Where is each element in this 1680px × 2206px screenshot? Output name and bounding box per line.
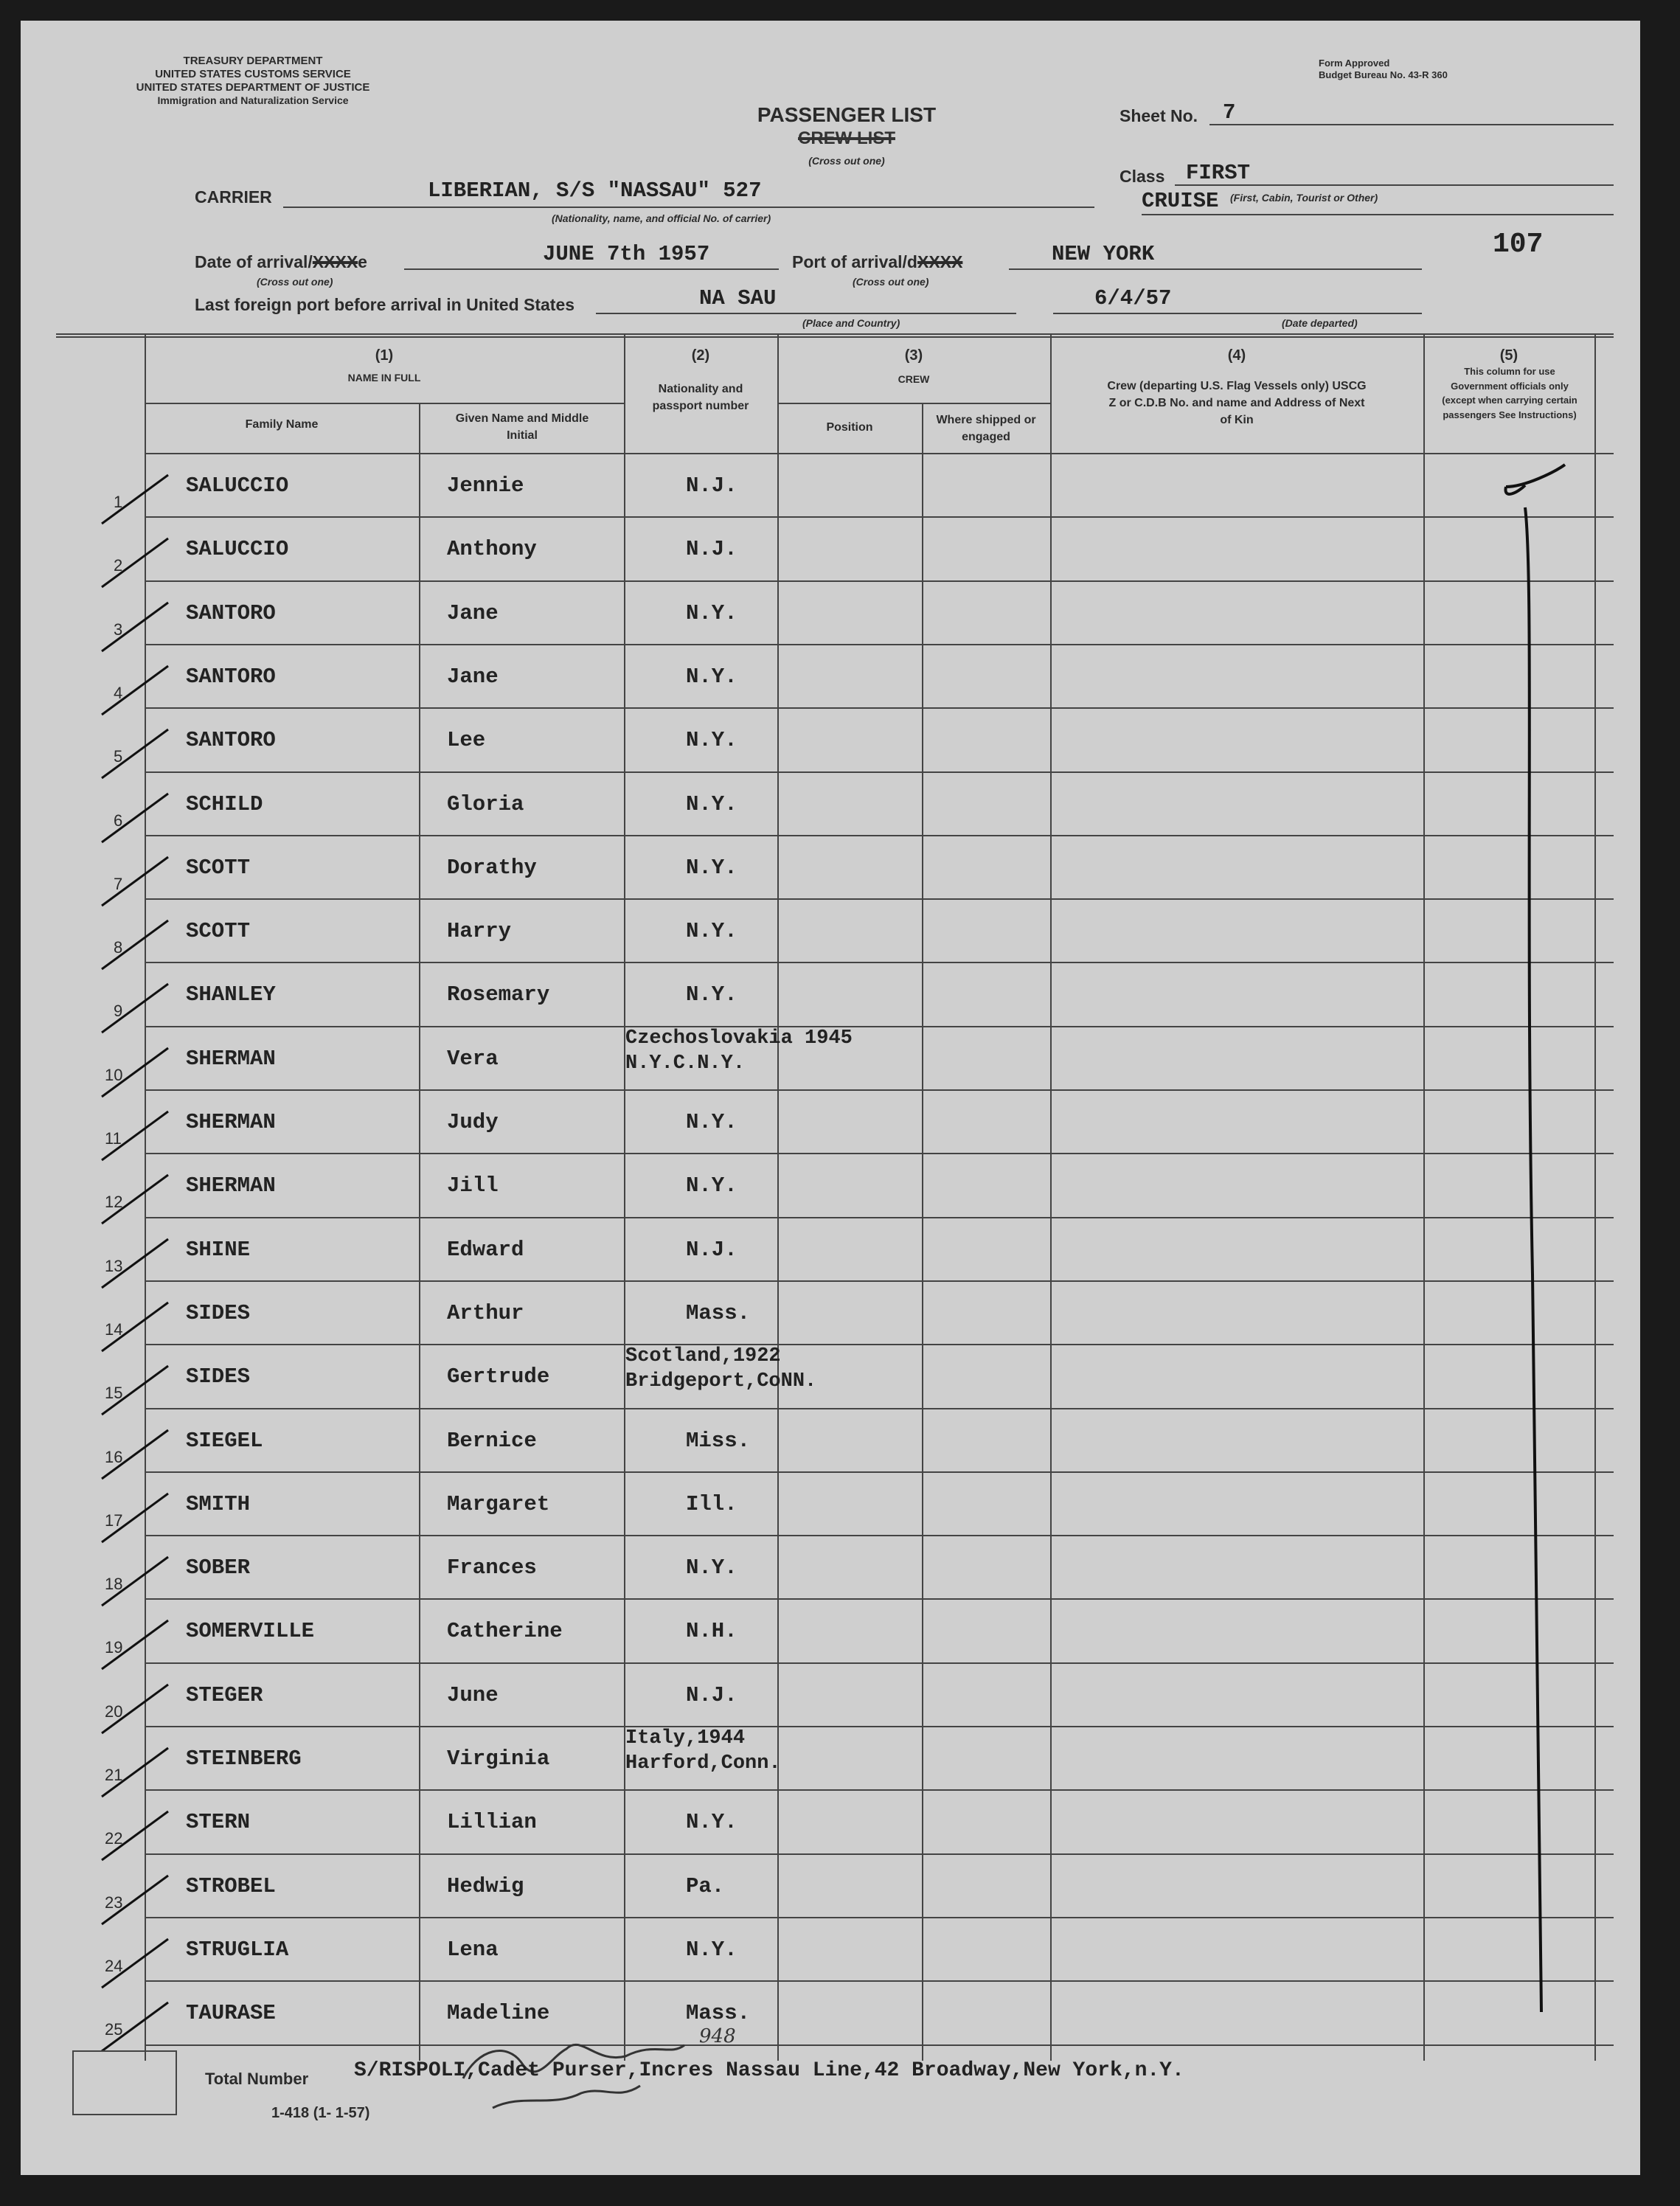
- nationality-cell: N.Y.: [686, 792, 737, 816]
- family-name-cell: SIEGEL: [186, 1429, 263, 1453]
- form-approved-line-2: Budget Bureau No. 43-R 360: [1319, 69, 1448, 80]
- purser-signature-line: S/RISPOLI,Cadet Purser,Incres Nassau Line,42 Broadway,New York,n.Y.: [354, 2059, 1184, 2082]
- nationality-cell: Mass.: [686, 2001, 751, 2025]
- signature-scrawl-2: [493, 2086, 640, 2108]
- last-port-label: Last foreign port before arrival in United States: [195, 295, 575, 314]
- class-value: FIRST: [1186, 161, 1251, 185]
- nationality-cell: Pa.: [686, 1874, 725, 1898]
- row-number: 17: [105, 1511, 123, 1530]
- agency-line-1: TREASURY DEPARTMENT: [183, 55, 323, 67]
- row-number: 1: [114, 493, 123, 511]
- row-number: 21: [105, 1766, 123, 1784]
- agency-line-4: Immigration and Naturalization Service: [157, 94, 349, 106]
- given-name-cell: Lee: [447, 728, 486, 752]
- date-departed-caption: (Date departed): [1282, 317, 1358, 329]
- family-name-cell: SANTORO: [186, 601, 276, 625]
- row-number: 18: [105, 1575, 123, 1593]
- given-name-cell: Gertrude: [447, 1364, 550, 1389]
- nationality-cell: N.J.: [686, 474, 737, 498]
- family-name-cell: SMITH: [186, 1492, 251, 1516]
- class-value-2: CRUISE: [1142, 189, 1219, 213]
- row-number: 16: [105, 1448, 123, 1466]
- family-name-cell: SALUCCIO: [186, 537, 289, 561]
- family-name-cell: STERN: [186, 1810, 251, 1834]
- family-name-cell: SHERMAN: [186, 1173, 276, 1198]
- row-number: 11: [105, 1129, 122, 1148]
- given-name-cell: Arthur: [447, 1301, 524, 1325]
- passenger-list-form: [21, 21, 1640, 2175]
- agency-line-2: UNITED STATES CUSTOMS SERVICE: [155, 68, 351, 80]
- form-title-struck: CREW LIST: [798, 128, 895, 148]
- arrival-label-text: Date of arrival/: [195, 252, 313, 271]
- port-cross-caption: (Cross out one): [853, 276, 929, 288]
- given-name-cell: Jill: [447, 1173, 499, 1198]
- crew-header: CREW: [898, 373, 930, 385]
- row-number: 19: [105, 1638, 123, 1657]
- given-name-cell: June: [447, 1683, 499, 1707]
- family-name-cell: SANTORO: [186, 728, 276, 752]
- given-name-cell: Virginia: [447, 1747, 550, 1771]
- carrier-label: CARRIER: [195, 187, 272, 207]
- class-caption: (First, Cabin, Tourist or Other): [1230, 192, 1378, 204]
- sheet-number: 7: [1223, 100, 1236, 125]
- family-name-cell: TAURASE: [186, 2001, 276, 2025]
- carrier-caption: (Nationality, name, and official No. of carrier): [552, 212, 771, 224]
- nationality-cell: Miss.: [686, 1429, 751, 1453]
- row-number: 15: [105, 1384, 123, 1402]
- total-number-box[interactable]: [72, 2050, 177, 2115]
- nationality-cell-line-2: Bridgeport,CoNN.: [625, 1370, 817, 1392]
- nationality-cell: N.Y.: [686, 728, 737, 752]
- handwritten-note: 948: [699, 2025, 736, 2047]
- port-value: NEW YORK: [1052, 242, 1155, 266]
- carrier-value: LIBERIAN, S/S "NASSAU" 527: [428, 178, 762, 203]
- arrival-struck: XXXX: [312, 252, 358, 271]
- col3-number: (3): [904, 347, 923, 364]
- row-number: 12: [105, 1193, 123, 1211]
- given-name-cell: Catherine: [447, 1619, 563, 1643]
- where-shipped-header: Where shipped or engaged: [936, 414, 1036, 444]
- given-name-cell: Margaret: [447, 1492, 550, 1516]
- place-caption: (Place and Country): [802, 317, 900, 329]
- col2-number: (2): [691, 347, 710, 364]
- row-number: 24: [105, 1957, 123, 1975]
- nationality-cell: N.Y.: [686, 982, 737, 1007]
- nationality-header: Nationality and passport number: [652, 383, 749, 413]
- nationality-cell: Scotland,1922: [625, 1345, 781, 1367]
- form-number: 1-418 (1- 1-57): [271, 2105, 370, 2121]
- nationality-cell: N.J.: [686, 1238, 737, 1262]
- family-name-cell: SHERMAN: [186, 1110, 276, 1134]
- row-number: 23: [105, 1893, 123, 1912]
- row-number: 9: [114, 1002, 123, 1020]
- family-name-header: Family Name: [245, 418, 319, 431]
- family-name-cell: SHERMAN: [186, 1047, 276, 1071]
- check-mark: [1505, 465, 1565, 494]
- nationality-cell: Czechoslovakia 1945: [625, 1027, 853, 1050]
- row-number: 8: [114, 938, 123, 957]
- form-title: PASSENGER LIST: [757, 103, 937, 126]
- next-of-kin-header: Crew (departing U.S. Flag Vessels only) USCG Z or C.D.B No. and name and Address of Next of Kin: [1107, 380, 1367, 427]
- given-name-cell: Lena: [447, 1938, 499, 1962]
- date-departed: 6/4/57: [1094, 286, 1172, 311]
- row-number: 25: [105, 2020, 123, 2039]
- given-name-cell: Lillian: [447, 1810, 537, 1834]
- form-approved-line-1: Form Approved: [1319, 58, 1390, 69]
- vertical-check-line: [1525, 507, 1541, 2012]
- given-name-cell: Vera: [447, 1047, 499, 1071]
- family-name-cell: SHANLEY: [186, 982, 276, 1007]
- col1-title: NAME IN FULL: [347, 372, 421, 384]
- family-name-cell: SOBER: [186, 1555, 251, 1580]
- nationality-cell: N.J.: [686, 537, 737, 561]
- class-label: Class: [1120, 167, 1165, 186]
- given-name-header: Given Name and Middle Initial: [455, 412, 589, 443]
- given-name-cell: Rosemary: [447, 982, 550, 1007]
- row-number: 22: [105, 1829, 123, 1848]
- nationality-cell: Italy,1944: [625, 1727, 746, 1749]
- given-name-cell: Jennie: [447, 474, 524, 498]
- given-name-cell: Gloria: [447, 792, 524, 816]
- arrival-label-tail: e: [358, 252, 367, 271]
- arrival-cross-caption: (Cross out one): [257, 276, 333, 288]
- nationality-cell: N.Y.: [686, 1810, 737, 1834]
- row-number: 5: [114, 747, 123, 766]
- row-number: 6: [114, 811, 123, 830]
- nationality-cell: N.Y.: [686, 1173, 737, 1198]
- last-port-value: NA SAU: [699, 286, 777, 311]
- given-name-cell: Judy: [447, 1110, 499, 1134]
- cross-out-caption: (Cross out one): [808, 155, 885, 167]
- given-name-cell: Anthony: [447, 537, 537, 561]
- family-name-cell: SOMERVILLE: [186, 1619, 315, 1643]
- official-use-header: This column for use Government officials only (except when carrying certain passengers See Instructions): [1442, 366, 1577, 420]
- row-number: 13: [105, 1257, 123, 1275]
- row-number: 10: [105, 1066, 123, 1084]
- page-number: 107: [1493, 229, 1544, 260]
- nationality-cell: Ill.: [686, 1492, 737, 1516]
- row-number: 4: [114, 684, 123, 702]
- family-name-cell: SHINE: [186, 1238, 251, 1262]
- nationality-cell-line-2: Harford,Conn.: [625, 1752, 781, 1775]
- arrival-date: JUNE 7th 1957: [543, 242, 710, 266]
- family-name-cell: SIDES: [186, 1364, 251, 1389]
- sheet-label: Sheet No.: [1120, 106, 1198, 125]
- nationality-cell: N.Y.: [686, 1110, 737, 1134]
- port-struck: XXXX: [917, 252, 963, 271]
- nationality-cell: N.Y.: [686, 665, 737, 689]
- given-name-cell: Frances: [447, 1555, 537, 1580]
- nationality-cell-line-2: N.Y.C.N.Y.: [625, 1052, 746, 1075]
- nationality-cell: N.Y.: [686, 1555, 737, 1580]
- given-name-cell: Harry: [447, 919, 512, 943]
- family-name-cell: SCOTT: [186, 856, 251, 880]
- family-name-cell: STEINBERG: [186, 1747, 302, 1771]
- nationality-cell: N.H.: [686, 1619, 737, 1643]
- given-name-cell: Jane: [447, 601, 499, 625]
- total-number-label: Total Number: [205, 2070, 309, 2088]
- nationality-cell: N.J.: [686, 1683, 737, 1707]
- col1-number: (1): [375, 347, 394, 364]
- nationality-cell: N.Y.: [686, 919, 737, 943]
- row-number: 20: [105, 1702, 123, 1721]
- row-number: 3: [114, 620, 123, 639]
- given-name-cell: Dorathy: [447, 856, 537, 880]
- row-number: 7: [114, 875, 123, 893]
- given-name-cell: Jane: [447, 665, 499, 689]
- family-name-cell: SCOTT: [186, 919, 251, 943]
- col4-number: (4): [1227, 347, 1246, 364]
- nationality-cell: Mass.: [686, 1301, 751, 1325]
- family-name-cell: STRUGLIA: [186, 1938, 289, 1962]
- position-header: Position: [826, 421, 873, 434]
- row-number: 14: [105, 1320, 123, 1339]
- nationality-cell: N.Y.: [686, 1938, 737, 1962]
- nationality-cell: N.Y.: [686, 856, 737, 880]
- given-name-cell: Edward: [447, 1238, 524, 1262]
- given-name-cell: Bernice: [447, 1429, 537, 1453]
- family-name-cell: SALUCCIO: [186, 474, 289, 498]
- nationality-cell: N.Y.: [686, 601, 737, 625]
- family-name-cell: SCHILD: [186, 792, 263, 816]
- handwritten-marks: [21, 21, 1640, 2175]
- family-name-cell: STEGER: [186, 1683, 263, 1707]
- given-name-cell: Madeline: [447, 2001, 550, 2025]
- row-number: 2: [114, 556, 123, 575]
- port-label-text: Port of arrival/d: [792, 252, 917, 271]
- family-name-cell: STROBEL: [186, 1874, 276, 1898]
- given-name-cell: Hedwig: [447, 1874, 524, 1898]
- col5-number: (5): [1499, 347, 1518, 364]
- family-name-cell: SIDES: [186, 1301, 251, 1325]
- family-name-cell: SANTORO: [186, 665, 276, 689]
- agency-line-3: UNITED STATES DEPARTMENT OF JUSTICE: [136, 81, 370, 94]
